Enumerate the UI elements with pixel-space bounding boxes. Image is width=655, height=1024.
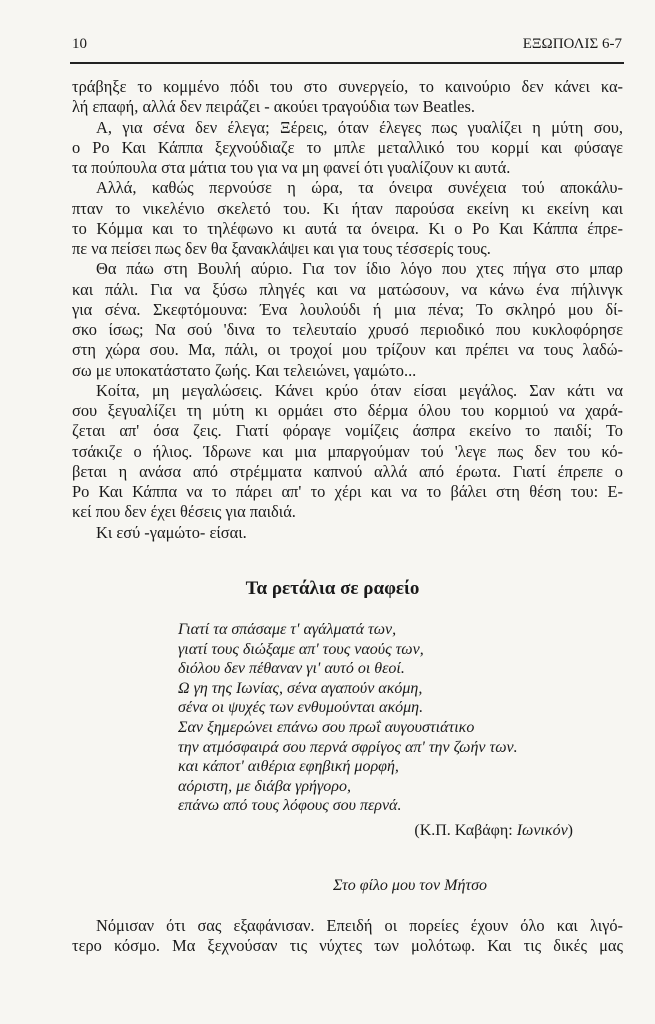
text-line: το Κόμμα και το τηλέφωνο κι αυτά τα όνειρα. Κι ο Ρο Και Κάππα έπρε- (72, 218, 623, 238)
header-rule (70, 62, 624, 64)
attribution-close: ) (567, 822, 573, 839)
text-line: Θα πάω στη Βουλή αύριο. Για τον ίδιο λόγο που χτες πήγα στο μπαρ (96, 259, 623, 279)
text-line: ο Ρο Και Κάππα ξεχνούδιαζε το μπλε μεταλλικό του κορμί και φύσαγε (72, 137, 623, 157)
poem-line: γιατί τους διώξαμε απ' τους ναούς των, (178, 640, 424, 658)
text-line: κεί που δεν έχει θέσεις για παιδιά. (72, 502, 296, 522)
text-line: Κοίτα, μη μεγαλώσεις. Κάνει κρύο όταν είσαι μεγάλος. Σαν κάτι να (96, 380, 623, 400)
text-line: σου ξεγυαλίζει τη μύτη κι ορμάει στο δέρμα όλου του κορμιού να χαρά- (72, 401, 623, 420)
text-line: και πάλι. Για να ξύσω πληγές και να ματώσουν, να κάνω ένα πήλινγκ (72, 279, 623, 299)
poem-attribution (414, 822, 573, 840)
attribution-work: Ιωνικόν (516, 822, 568, 839)
text-line: τσάκιζε ο ήλιος. Ίδρωνε και μια μπαργούμαν τού 'λεγε πως δεν του κό- (72, 441, 623, 461)
text-line: σκο ίσως; Να σού 'δινα το τελευταίο χρυσό περιοδικό που κυκλοφόρησε (72, 320, 623, 339)
text-line: λή επαφή, αλλά δεν πειράζει - ακούει τραγούδια των Beatles. (72, 97, 475, 117)
attribution-author: (Κ.Π. Καβάφη: (414, 822, 517, 839)
dedication: Στο φίλο μου τον Μήτσο (333, 877, 487, 894)
text-line: Ρο Και Κάππα να το πάρει απ' το χέρι και να το βάλει στη θέση του: Ε- (72, 482, 623, 501)
text-line: σω με υποκατάστατο ζωής. Και τελειώνει, γαμώτο... (72, 360, 417, 380)
poem-line: διόλου δεν πέθαναν γι' αυτό οι θεοί. (178, 660, 405, 678)
poem-line: επάνω από τους λόφους σου περνά. (178, 797, 402, 815)
text-line: πε να πείσει πως δεν θα ξανακλάψει και για τους τέσσερίς τους. (72, 239, 491, 258)
poem-quote (178, 620, 518, 816)
text-line: στη χώρα σου. Μα, πάλι, οι τροχοί μου τρίζουν και πρέπει να τους λαδώ- (72, 340, 623, 360)
poem-line: Γιατί τα σπάσαμε τ' αγάλματά των, (178, 621, 397, 638)
text-line: τα πούπουλα στα μάτια του για να μη φανεί ότι γυαλίζουν κι αυτά. (72, 158, 511, 177)
text-line: για σένα. Σκεφτόμουνα: Ένα λουλούδι ή μια πένα; Το σκληρό μου δί- (72, 299, 623, 319)
text-line: Α, για σένα δεν έλεγα; Ξέρεις, όταν έλεγες πως γυαλίζει η μύτη σου, (96, 117, 623, 137)
poem-line: και κάποτ' αιθέρια εφηβική μορφή, (178, 758, 399, 776)
text-line: Νόμισαν ότι σας εξαφάνισαν. Επειδή οι πορείες έχουν όλο και λιγό- (96, 916, 623, 935)
text-line: ζεται απ' όσα ζεις. Γιατί φόραγε νομίζεις άσπρα εκείνο το παιδί; Το (72, 421, 623, 441)
poem-line: Σαν ξημερώνει επάνω σου πρωΐ αυγουστιάτικο (178, 718, 475, 736)
section-title: Τα ρετάλια σε ραφείο (245, 578, 420, 599)
text-line: βεται η ανάσα από στρέμματα καπνού αλλά από έρωτα. Γιατί έπρεπε ο (72, 461, 623, 481)
text-line: τράβηξε το κομμένο πόδι του στο συνεργείο, το καινούριο δεν κάνει κα- (72, 77, 623, 96)
poem-line: Ω γη της Ιωνίας, σένα αγαπούν ακόμη, (178, 679, 423, 697)
page-number: 10 (72, 36, 87, 52)
poem-line: αόριστη, με διάβα γρήγορο, (178, 777, 351, 795)
text-line: τερο κόσμο. Μα ξεχνούσαν τις νύχτες των μολότωφ. Και τις δικές μας (72, 936, 623, 956)
text-line: Κι εσύ -γαμώτο- είσαι. (96, 522, 247, 542)
prose-body (72, 77, 623, 543)
running-header: ΕΞΩΠΟΛΙΣ 6-7 (522, 36, 622, 52)
text-line: Αλλά, καθώς περνούσε η ώρα, τα όνειρα συνέχεια τού αποκάλυ- (96, 178, 623, 198)
prose-body-continued (72, 916, 623, 957)
poem-line: σένα οι ψυχές των ενθυμούνται ακόμη. (178, 699, 424, 717)
text-line: πταν το νικελένιο σκελετό του. Κι ήταν παρούσα εκείνη κι εκείνη και (72, 198, 623, 218)
poem-line: την ατμόσφαιρά σου περνά σφρίγος απ' την ζωήν των. (178, 738, 518, 756)
